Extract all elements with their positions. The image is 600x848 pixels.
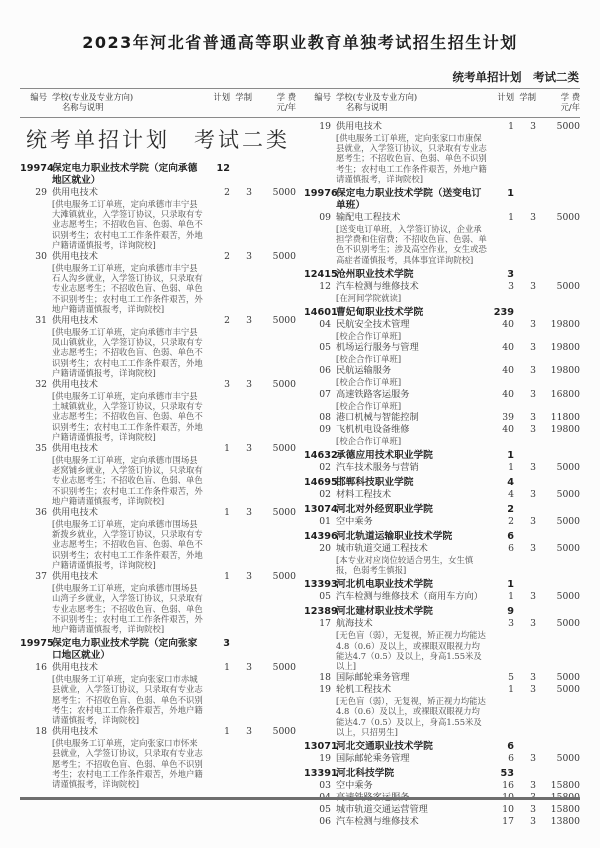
school-name: 承德应用技术职业学院: [336, 450, 433, 462]
header-fee: 学 费 元/年: [560, 92, 580, 112]
school-name: 保定电力职业技术学院（定向承德地区就业）: [52, 163, 198, 186]
major-row: 17 航海技术 [无色盲（弱），无复视，矫正视力均能达4.8（0.6）及以上，或裸眼双眼视力均能达4.7（0.5）及以上，身高1.55米及以上] 3 3 5000: [319, 618, 580, 672]
major-row: 19 国际邮轮乘务管理 6 3 5000: [319, 753, 580, 765]
school-name: 保定电力职业技术学院（定向张家口地区就业）: [52, 638, 198, 662]
school-row: 14601 曹妃甸职业技术学院 239: [304, 307, 514, 319]
major-row: 32 供用电技术 [供电服务工订单班，定向承德市丰宁县土城镇就业，入学签订协议，只录取有专业志愿考生；不招收色盲、色弱、单色不识别考生；农村电工工作条件艰苦，外地户籍请谨慎报考，详询院校] 3 3 5000: [35, 379, 296, 442]
major-name: 高速铁路客运服务 [校企合作订单班]: [336, 389, 488, 412]
school-row: 13074 河北对外经贸职业学院 2: [304, 504, 514, 516]
major-note: [供电服务工订单班，定向承德市围场县新拨乡就业，入学签订协议，只录取有专业志愿考生；不招收色盲、色弱、单色不识别考生；农村电工工作条件艰苦，外地户籍请谨慎报考，详询院校]: [52, 519, 203, 570]
major-name: 飞机机电设备维修 [校企合作订单班]: [336, 424, 488, 447]
major-name: 城市轨道交通工程技术 [本专业对应岗位较适合男生，女生慎报，色弱考生慎报]: [336, 543, 488, 576]
major-name: 空中乘务: [336, 780, 373, 792]
major-name: 空中乘务: [336, 516, 373, 528]
header-fee: 学 费 元/年: [276, 92, 296, 112]
school-name: 河北轨道运输职业技术学院: [336, 531, 453, 543]
major-row: 36 供用电技术 [供电服务工订单班，定向承德市围场县新拨乡就业，入学签订协议，只录取有专业志愿考生；不招收色盲、色弱、单色不识别考生；农村电工工作条件艰苦，外地户籍请谨慎报考，详询院校] 1 3 5000: [35, 507, 296, 570]
school-name: 河北交通职业技术学院: [336, 741, 433, 753]
major-row: 18 供用电技术 [供电服务工订单班，定向张家口市怀来县就业，入学签订协议，只录取有专业志愿考生；不招收色盲、色弱、单色不识别考生；农村电工工作条件艰苦，外地户籍请谨慎报考，详询院校] 1 3 5000: [35, 726, 296, 789]
major-name: 民航运输服务 [校企合作订单班]: [336, 365, 488, 388]
section-heading: 统考单招计划 考试二类: [26, 128, 290, 152]
major-row: 18 国际邮轮乘务管理 5 3 5000: [319, 672, 580, 684]
school-row: 12415 沧州职业技术学院 3: [304, 268, 514, 280]
school-row: 14695 邯郸科技职业学院 4: [304, 477, 514, 489]
major-note: [校企合作订单班]: [336, 331, 402, 342]
major-note: [供电服务工订单班，定向承德市围场县山湾子乡就业，入学签订协议，只录取有专业志愿考生；不招收色盲、色弱、单色不识别考生；农村电工工作条件艰苦，外地户籍请谨慎报考，详询院校]: [52, 583, 203, 634]
major-note: [校企合作订单班]: [336, 400, 402, 411]
header-code: 编号: [314, 92, 331, 102]
major-note: [校企合作订单班]: [336, 435, 402, 446]
major-name: 民航安全技术管理 [校企合作订单班]: [336, 319, 488, 342]
major-name: 汽车技术服务与营销: [336, 462, 419, 474]
major-name: 城市轨道交通运营管理: [336, 804, 428, 816]
major-name: 汽车检测与维修技术 [在河间学院就读]: [336, 281, 488, 304]
major-name: 港口机械与智能控制: [336, 411, 419, 423]
major-name: 供用电技术 [供电服务工订单班，定向张家口市赤城县就业，入学签订协议，只录取有专业志愿考生；不招收色盲、色弱、单色不识别考生；农村电工工作条件艰苦，外地户籍请谨慎报考，详询院校]: [52, 662, 203, 725]
school-name: 河北对外经贸职业学院: [336, 504, 433, 516]
major-row: 12 汽车检测与维修技术 [在河间学院就读] 3 3 5000: [319, 280, 580, 303]
major-note: [在河间学院就读]: [336, 292, 402, 303]
major-row: 05 汽车检测与维修技术（商用车方向） 1 3 5000: [319, 591, 580, 603]
header-plan: 计划: [213, 92, 230, 102]
school-row: 14632 承德应用技术职业学院 1: [304, 450, 514, 462]
major-note: [供电服务工订单班，定向张家口市赤城县就业，入学签订协议，只录取有专业志愿考生；不招收色盲、色弱、单色不识别考生；农村电工工作条件艰苦，外地户籍请谨慎报考，详询院校]: [52, 674, 203, 725]
major-note: [校企合作订单班]: [336, 354, 402, 365]
major-name: 国际邮轮乘务管理: [336, 672, 410, 684]
major-row: 19 轮机工程技术 [无色盲（弱），无复视，矫正视力均能达4.8（0.6）及以上，或裸眼双眼视力均能达4.7（0.5）及以上，身高1.55米及以上，只招男生] 1 3 5000: [319, 684, 580, 737]
column-left: [20, 121, 296, 793]
major-row: 02 材料工程技术 4 3 5000: [319, 489, 580, 501]
major-note: [无色盲（弱），无复视，矫正视力均能达4.8（0.6）及以上，或裸眼双眼视力均能达4.7（0.5）及以上，身高1.55米及以上]: [336, 630, 486, 672]
major-note: [供电服务工订单班，定向张家口市怀来县就业，入学签订协议，只录取有专业志愿考生；不招收色盲、色弱、单色不识别考生；农村电工工作条件艰苦，外地户籍请谨慎报考，详询院校]: [52, 738, 203, 789]
major-name: 供用电技术 [供电服务工订单班，定向承德市丰宁县土城镇就业，入学签订协议，只录取有专业志愿考生；不招收色盲、色弱、单色不识别考生；农村电工工作条件艰苦，外地户籍请谨慎报考，详询院校]: [52, 379, 203, 442]
major-name: 供用电技术 [供电服务工订单班，定向承德市围场县山湾子乡就业，入学签订协议，只录取有专业志愿考生；不招收色盲、色弱、单色不识别考生；农村电工工作条件艰苦，外地户籍请谨慎报考，详询院校]: [52, 571, 203, 634]
table-header-right: [304, 92, 580, 112]
school-row: 14396 河北轨道运输职业技术学院 6: [304, 531, 514, 543]
school-name: 曹妃甸职业技术学院: [336, 307, 424, 319]
page-title: 2023年河北省普通高等职业教育单独考试招生招生计划: [82, 33, 518, 52]
major-note: [供电服务工订单班，定向承德市丰宁县石人沟乡就业，入学签订协议，只录取有专业志愿考生；不招收色盲、色弱、单色不识别考生；农村电工工作条件艰苦，外地户籍请谨慎报考，详询院校]: [52, 263, 203, 314]
major-name: 汽车检测与维修技术（商用车方向）: [336, 591, 483, 603]
school-row: 19976 保定电力职业技术学院（送变电订单班） 1: [304, 188, 514, 212]
major-name: 供用电技术 [供电服务工订单班，定向承德市围场县新拨乡就业，入学签订协议，只录取有专业志愿考生；不招收色盲、色弱、单色不识别考生；农村电工工作条件艰苦，外地户籍请谨慎报考，详询院校]: [52, 507, 203, 570]
header-school: 学校(专业及专业方向) 名称与说明: [336, 92, 418, 112]
school-name: 河北科技学院: [336, 768, 395, 780]
major-note: [供电服务工订单班，定向张家口市康保县就业，入学签订协议，只录取有专业志愿考生；不招收色盲、色弱、单色不识别考生；农村电工工作条件艰苦，外地户籍请谨慎报考，详询院校]: [336, 133, 487, 184]
major-row: 29 供用电技术 [供电服务工订单班，定向承德市丰宁县大滩镇就业，入学签订协议，只录取有专业志愿考生；不招收色盲、色弱、单色不识别考生；农村电工工作条件艰苦，外地户籍请谨慎报考，详询院校] 2 3 5000: [35, 187, 296, 250]
major-note: [供电服务工订单班，定向承德市丰宁县大滩镇就业，入学签订协议，只录取有专业志愿考生；不招收色盲、色弱、单色不识别考生；农村电工工作条件艰苦，外地户籍请谨慎报考，详询院校]: [52, 199, 203, 250]
header-years: 学制: [235, 92, 252, 102]
school-name: 河北机电职业技术学院: [336, 579, 433, 591]
major-note: [供电服务工订单班，定向承德市丰宁县土城镇就业，入学签订协议，只录取有专业志愿考生；不招收色盲、色弱、单色不识别考生；农村电工工作条件艰苦，外地户籍请谨慎报考，详询院校]: [52, 391, 203, 442]
major-row: 20 城市轨道交通工程技术 [本专业对应岗位较适合男生，女生慎报，色弱考生慎报] 6 3 5000: [319, 543, 580, 576]
header-years: 学制: [519, 92, 536, 102]
major-row: 02 汽车技术服务与营销 1 3 5000: [319, 462, 580, 474]
major-row: 03 空中乘务 16 3 15800: [319, 780, 580, 792]
major-row: 05 机场运行服务与管理 [校企合作订单班] 40 3 19800: [319, 342, 580, 365]
major-name: 汽车检测与维修技术: [336, 816, 419, 828]
major-row: 37 供用电技术 [供电服务工订单班，定向承德市围场县山湾子乡就业，入学签订协议，只录取有专业志愿考生；不招收色盲、色弱、单色不识别考生；农村电工工作条件艰苦，外地户籍请谨慎报考，详询院校] 1 3 5000: [35, 571, 296, 634]
major-row: 08 港口机械与智能控制 39 3 11800: [319, 411, 580, 423]
major-name: 输配电工程技术 [送变电订单班，入学签订协议，企业承担学费和住宿费；不招收色盲、色弱、单色不识别考生；涉及高空作业，女生或恐高症者谨慎报考，具体事宜详询院校]: [336, 212, 487, 265]
top-rule: [20, 88, 580, 89]
major-row: 09 飞机机电设备维修 [校企合作订单班] 40 3 19800: [319, 423, 580, 446]
major-name: 材料工程技术: [336, 489, 392, 501]
school-name: 邯郸科技职业学院: [336, 477, 414, 489]
major-row: 06 民航运输服务 [校企合作订单班] 40 3 19800: [319, 365, 580, 388]
major-row: 30 供用电技术 [供电服务工订单班，定向承德市丰宁县石人沟乡就业，入学签订协议，只录取有专业志愿考生；不招收色盲、色弱、单色不识别考生；农村电工工作条件艰苦，外地户籍请谨慎报考，详询院校] 2 3 5000: [35, 251, 296, 314]
header-code: 编号: [30, 92, 47, 102]
school-row: 13393 河北机电职业技术学院 1: [304, 579, 514, 591]
table-header-row: [20, 92, 580, 112]
major-note: [供电服务工订单班，定向承德市丰宁县凤山镇就业，入学签订协议，只录取有专业志愿考生；不招收色盲、色弱、单色不识别考生；农村电工工作条件艰苦，外地户籍请谨慎报考，详询院校]: [52, 327, 203, 378]
major-note: [本专业对应岗位较适合男生，女生慎报，色弱考生慎报]: [336, 555, 474, 576]
major-row: 01 空中乘务 2 3 5000: [319, 516, 580, 528]
major-note: [送变电订单班，入学签订协议，企业承担学费和住宿费；不招收色盲、色弱、单色不识别考生；涉及高空作业，女生或恐高症者谨慎报考，具体事宜详询院校]: [336, 224, 487, 265]
school-name: 沧州职业技术学院: [336, 268, 414, 280]
major-row: 05 城市轨道交通运营管理 10 3 15800: [319, 804, 580, 816]
school-row: 12389 河北建材职业技术学院 9: [304, 606, 514, 618]
header-plan: 计划: [497, 92, 514, 102]
major-name: 供用电技术 [供电服务工订单班，定向张家口市怀来县就业，入学签订协议，只录取有专业志愿考生；不招收色盲、色弱、单色不识别考生；农村电工工作条件艰苦，外地户籍请谨慎报考，详询院校]: [52, 726, 203, 789]
school-row: 19974 保定电力职业技术学院（定向承德地区就业） 12: [20, 163, 230, 186]
major-name: 机场运行服务与管理 [校企合作订单班]: [336, 342, 488, 365]
major-note: [校企合作订单班]: [336, 377, 402, 388]
major-row: 35 供用电技术 [供电服务工订单班，定向承德市围场县老窝铺乡就业，入学签订协议，只录取有专业志愿考生；不招收色盲、色弱、单色不识别考生；农村电工工作条件艰苦，外地户籍请谨慎报考，详询院校] 1 3 5000: [35, 443, 296, 506]
major-note: [供电服务工订单班，定向承德市围场县老窝铺乡就业，入学签订协议，只录取有专业志愿考生；不招收色盲、色弱、单色不识别考生；农村电工工作条件艰苦，外地户籍请谨慎报考，详询院校]: [52, 455, 203, 506]
major-name: 供用电技术 [供电服务工订单班，定向张家口市康保县就业，入学签订协议，只录取有专业志愿考生；不招收色盲、色弱、单色不识别考生；农村电工工作条件艰苦，外地户籍请谨慎报考，详询院校]: [336, 121, 487, 184]
major-row: 31 供用电技术 [供电服务工订单班，定向承德市丰宁县凤山镇就业，入学签订协议，只录取有专业志愿考生；不招收色盲、色弱、单色不识别考生；农村电工工作条件艰苦，外地户籍请谨慎报考，详询院校] 2 3 5000: [35, 315, 296, 378]
major-name: 航海技术 [无色盲（弱），无复视，矫正视力均能达4.8（0.6）及以上，或裸眼双眼视力均能达4.7（0.5）及以上，身高1.55米及以上]: [336, 618, 488, 672]
major-row: 04 民航安全技术管理 [校企合作订单班] 40 3 19800: [319, 319, 580, 342]
column-right: [304, 121, 580, 828]
major-name: 供用电技术 [供电服务工订单班，定向承德市丰宁县凤山镇就业，入学签订协议，只录取有专业志愿考生；不招收色盲、色弱、单色不识别考生；农村电工工作条件艰苦，外地户籍请谨慎报考，详询院校]: [52, 315, 203, 378]
school-name: 保定电力职业技术学院（送变电订单班）: [336, 188, 482, 212]
major-row: 07 高速铁路客运服务 [校企合作订单班] 40 3 16800: [319, 388, 580, 411]
school-name: 河北建材职业技术学院: [336, 606, 433, 618]
school-row: 13391 河北科技学院 53: [304, 768, 514, 780]
major-name: 轮机工程技术 [无色盲（弱），无复视，矫正视力均能达4.8（0.6）及以上，或裸眼双眼视力均能达4.7（0.5）及以上，身高1.55米及以上，只招男生]: [336, 684, 488, 738]
major-row: 06 汽车检测与维修技术 17 3 13800: [319, 816, 580, 828]
major-row: 19 供用电技术 [供电服务工订单班，定向张家口市康保县就业，入学签订协议，只录取有专业志愿考生；不招收色盲、色弱、单色不识别考生；农村电工工作条件艰苦，外地户籍请谨慎报考，详询院校] 1 3 5000: [319, 121, 580, 184]
major-name: 国际邮轮乘务管理: [336, 753, 410, 765]
major-name: 供用电技术 [供电服务工订单班，定向承德市丰宁县石人沟乡就业，入学签订协议，只录取有专业志愿考生；不招收色盲、色弱、单色不识别考生；农村电工工作条件艰苦，外地户籍请谨慎报考，详询院校]: [52, 251, 203, 314]
school-row: 13071 河北交通职业技术学院 6: [304, 741, 514, 753]
header-school: 学校(专业及专业方向) 名称与说明: [52, 92, 134, 112]
table-body: [20, 121, 580, 828]
bottom-rule: [20, 797, 580, 800]
header-rule: [20, 117, 580, 118]
major-name: 供用电技术 [供电服务工订单班，定向承德市丰宁县大滩镇就业，入学签订协议，只录取有专业志愿考生；不招收色盲、色弱、单色不识别考生；农村电工工作条件艰苦，外地户籍请谨慎报考，详询院校]: [52, 187, 203, 250]
major-note: [无色盲（弱），无复视，矫正视力均能达4.8（0.6）及以上，或裸眼双眼视力均能达4.7（0.5）及以上，身高1.55米及以上，只招男生]: [336, 696, 486, 737]
major-row: 16 供用电技术 [供电服务工订单班，定向张家口市赤城县就业，入学签订协议，只录取有专业志愿考生；不招收色盲、色弱、单色不识别考生；农村电工工作条件艰苦，外地户籍请谨慎报考，详询院校] 1 3 5000: [35, 662, 296, 725]
major-name: 供用电技术 [供电服务工订单班，定向承德市围场县老窝铺乡就业，入学签订协议，只录取有专业志愿考生；不招收色盲、色弱、单色不识别考生；农村电工工作条件艰苦，外地户籍请谨慎报考，详询院校]: [52, 443, 203, 506]
plan-category-label: 统考单招计划 考试二类: [452, 70, 579, 84]
school-row: 19975 保定电力职业技术学院（定向张家口地区就业） 3: [20, 638, 230, 662]
table-header-left: [20, 92, 296, 112]
major-row: 09 输配电工程技术 [送变电订单班，入学签订协议，企业承担学费和住宿费；不招收色盲、色弱、单色不识别考生；涉及高空作业，女生或恐高症者谨慎报考，具体事宜详询院校] 1 3 5000: [319, 212, 580, 265]
